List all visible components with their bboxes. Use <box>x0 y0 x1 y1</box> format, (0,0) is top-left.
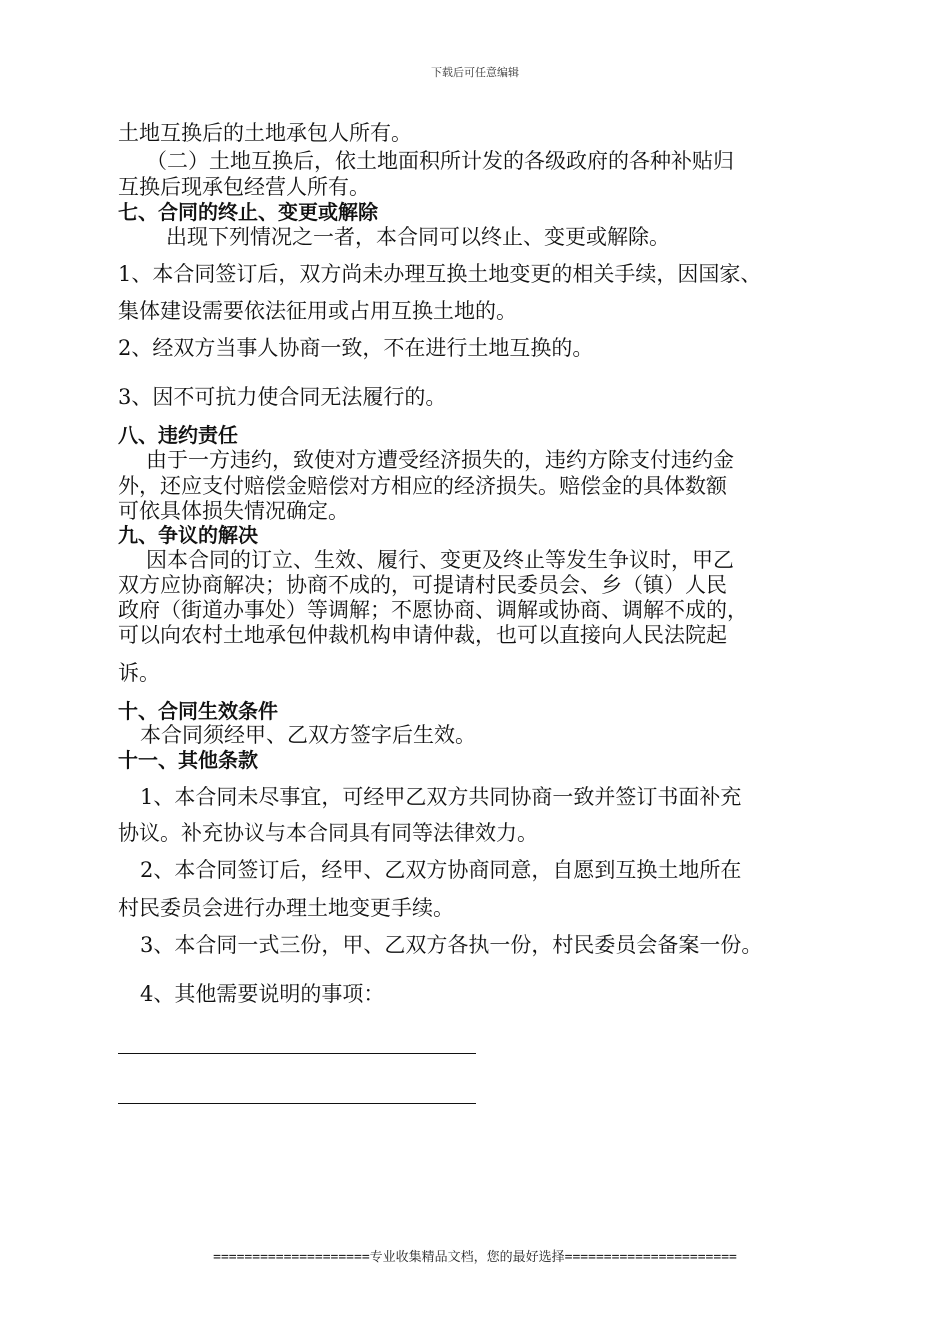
paragraph-line: 双方应协商解决；协商不成的，可提请村民委员会、乡（镇）人民 <box>118 573 727 597</box>
paragraph-line: 本合同须经甲、乙双方签字后生效。 <box>140 723 476 747</box>
paragraph-line: 1、本合同未尽事宜，可经甲乙双方共同协商一致并签订书面补充 <box>140 785 742 809</box>
paragraph-line: 土地互换后的土地承包人所有。 <box>118 121 412 145</box>
paragraph-line: 4、其他需要说明的事项： <box>140 982 385 1006</box>
section-heading-effective: 十、合同生效条件 <box>118 699 278 723</box>
paragraph-line: （二）土地互换后，依土地面积所计发的各级政府的各种补贴归 <box>146 149 734 173</box>
paragraph-line: 2、本合同签订后，经甲、乙双方协商同意，自愿到互换土地所在 <box>140 858 742 882</box>
paragraph-line: 可以向农村土地承包仲裁机构申请仲裁，也可以直接向人民法院起 <box>118 623 727 647</box>
paragraph-line: 3、因不可抗力使合同无法履行的。 <box>118 385 447 409</box>
paragraph-line: 因本合同的订立、生效、履行、变更及终止等发生争议时，甲乙 <box>146 548 734 572</box>
paragraph-line: 诉。 <box>118 661 160 685</box>
paragraph-line: 由于一方违约，致使对方遭受经济损失的，违约方除支付违约金 <box>146 448 734 472</box>
section-heading-dispute: 九、争议的解决 <box>118 523 258 547</box>
section-heading-breach: 八、违约责任 <box>118 423 238 447</box>
section-heading-termination: 七、合同的终止、变更或解除 <box>118 200 378 224</box>
section-heading-other: 十一、其他条款 <box>118 748 258 772</box>
paragraph-line: 协议。补充协议与本合同具有同等法律效力。 <box>118 821 538 845</box>
paragraph-line: 1、本合同签订后，双方尚未办理互换土地变更的相关手续，因国家、 <box>118 262 762 286</box>
blank-line-1 <box>118 1053 476 1054</box>
paragraph-line: 集体建设需要依法征用或占用互换土地的。 <box>118 299 517 323</box>
paragraph-line: 外，还应支付赔偿金赔偿对方相应的经济损失。赔偿金的具体数额 <box>118 474 727 498</box>
paragraph-line: 可依具体损失情况确定。 <box>118 499 349 523</box>
paragraph-line: 互换后现承包经营人所有。 <box>118 175 370 199</box>
paragraph-line: 2、经双方当事人协商一致，不在进行土地互换的。 <box>118 336 594 360</box>
paragraph-line: 出现下列情况之一者，本合同可以终止、变更或解除。 <box>166 225 670 249</box>
paragraph-line: 村民委员会进行办理土地变更手续。 <box>118 896 454 920</box>
paragraph-line: 政府（街道办事处）等调解；不愿协商、调解或协商、调解不成的， <box>118 598 748 622</box>
page-footer: ====================专业收集精品文档，您的最好选择====================== <box>213 1250 737 1265</box>
page-header: 下载后可任意编辑 <box>431 66 519 79</box>
blank-line-2 <box>118 1103 476 1104</box>
paragraph-line: 3、本合同一式三份，甲、乙双方各执一份，村民委员会备案一份。 <box>140 933 763 957</box>
